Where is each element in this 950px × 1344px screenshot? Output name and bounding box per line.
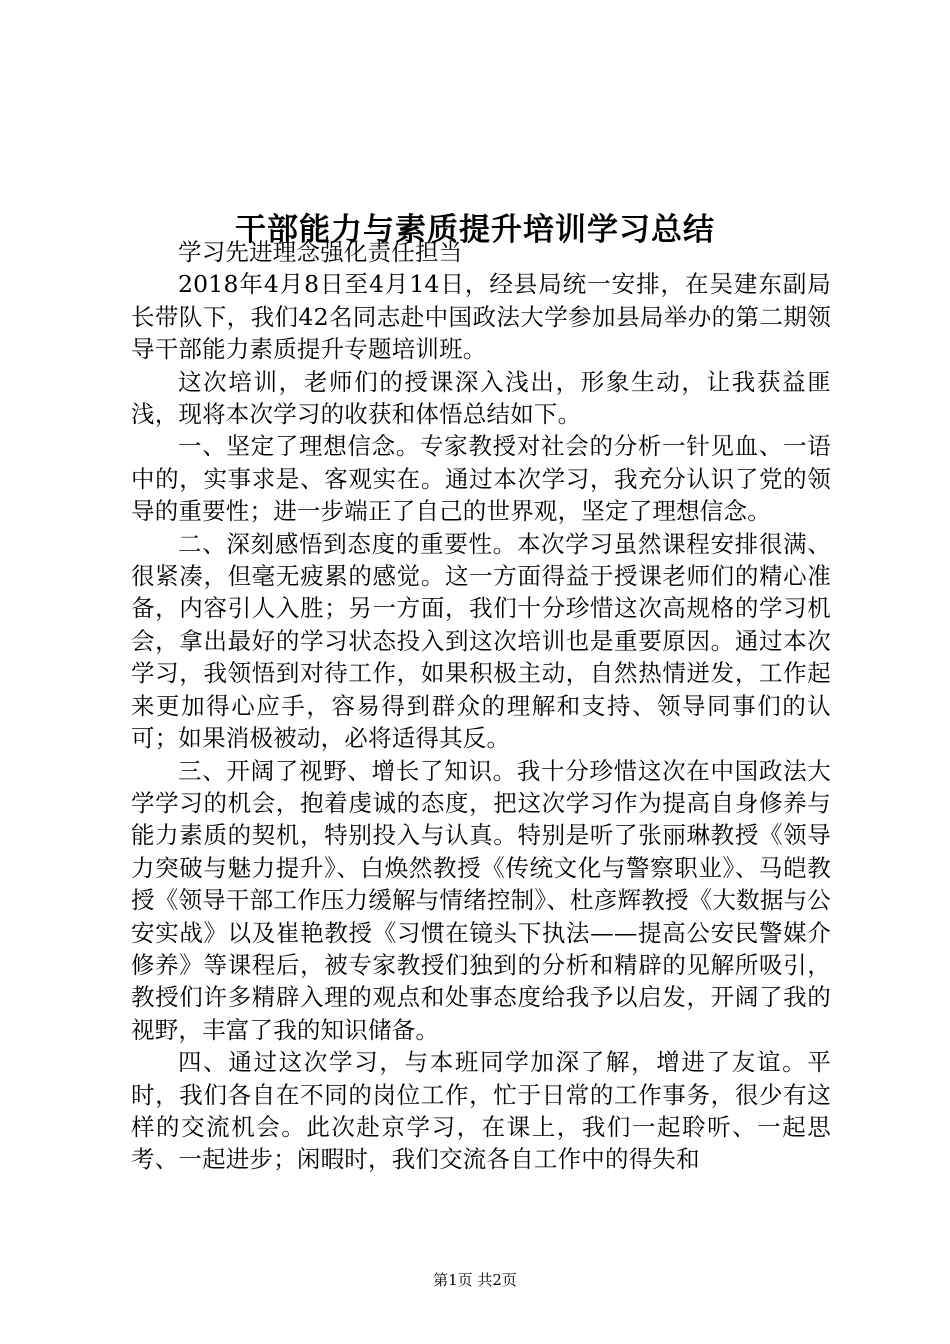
document-body bbox=[131, 236, 831, 1176]
body-paragraph: 一、坚定了理想信念。专家教授对社会的分析一针见血、一语中的，实事求是、客观实在。通过本次学习，我充分认识了党的领导的重要性；进一步端正了自己的世界观，坚定了理想信念。 bbox=[131, 432, 831, 526]
page-number-footer: 第1页 共2页 bbox=[433, 1271, 517, 1289]
document-title: 干部能力与素质提升培训学习总结 bbox=[235, 211, 715, 248]
body-paragraph: 2018年4月8日至4月14日，经县局统一安排，在吴建东副局长带队下，我们42名同志赴中国政法大学参加县局举办的第二期领导干部能力素质提升专题培训班。 bbox=[131, 270, 831, 364]
body-paragraph: 这次培训，老师们的授课深入浅出，形象生动，让我获益匪浅，现将本次学习的收获和体悟总结如下。 bbox=[131, 367, 831, 429]
body-paragraph: 二、深刻感悟到态度的重要性。本次学习虽然课程安排很满、很紧凑，但毫无疲累的感觉。这一方面得益于授课老师们的精心准备，内容引人入胜；另一方面，我们十分珍惜这次高规格的学习机会，拿出最好的学习状态投入到这次培训也是重要原因。通过本次学习，我领悟到对待工作，如果积极主动，自然热情迸发，工作起来更加得心应手，容易得到群众的理解和支持、领导同事们的认可；如果消极被动，必将适得其反。 bbox=[131, 529, 831, 753]
body-paragraph: 三、开阔了视野、增长了知识。我十分珍惜这次在中国政法大学学习的机会，抱着虔诚的态度，把这次学习作为提高自身修养与能力素质的契机，特别投入与认真。特别是听了张丽琳教授《领导力突破与魅力提升》、白焕然教授《传统文化与警察职业》、马皑教授《领导干部工作压力缓解与情绪控制》、杜彦辉教授《大数据与公安实战》以及崔艳教授《习惯在镜头下执法——提高公安民警媒介修养》等课程后，被专家教授们独到的分析和精辟的见解所吸引，教授们许多精辟入理的观点和处事态度给我予以启发，开阔了我的视野，丰富了我的知识储备。 bbox=[131, 756, 831, 1044]
body-paragraph: 四、通过这次学习，与本班同学加深了解，增进了友谊。平时，我们各自在不同的岗位工作，忙于日常的工作事务，很少有这样的交流机会。此次赴京学习，在课上，我们一起聆听、一起思考、一起进步；闲暇时，我们交流各自工作中的得失和 bbox=[131, 1048, 831, 1174]
subtitle-paragraph: 学习先进理念强化责任担当 bbox=[178, 238, 463, 266]
